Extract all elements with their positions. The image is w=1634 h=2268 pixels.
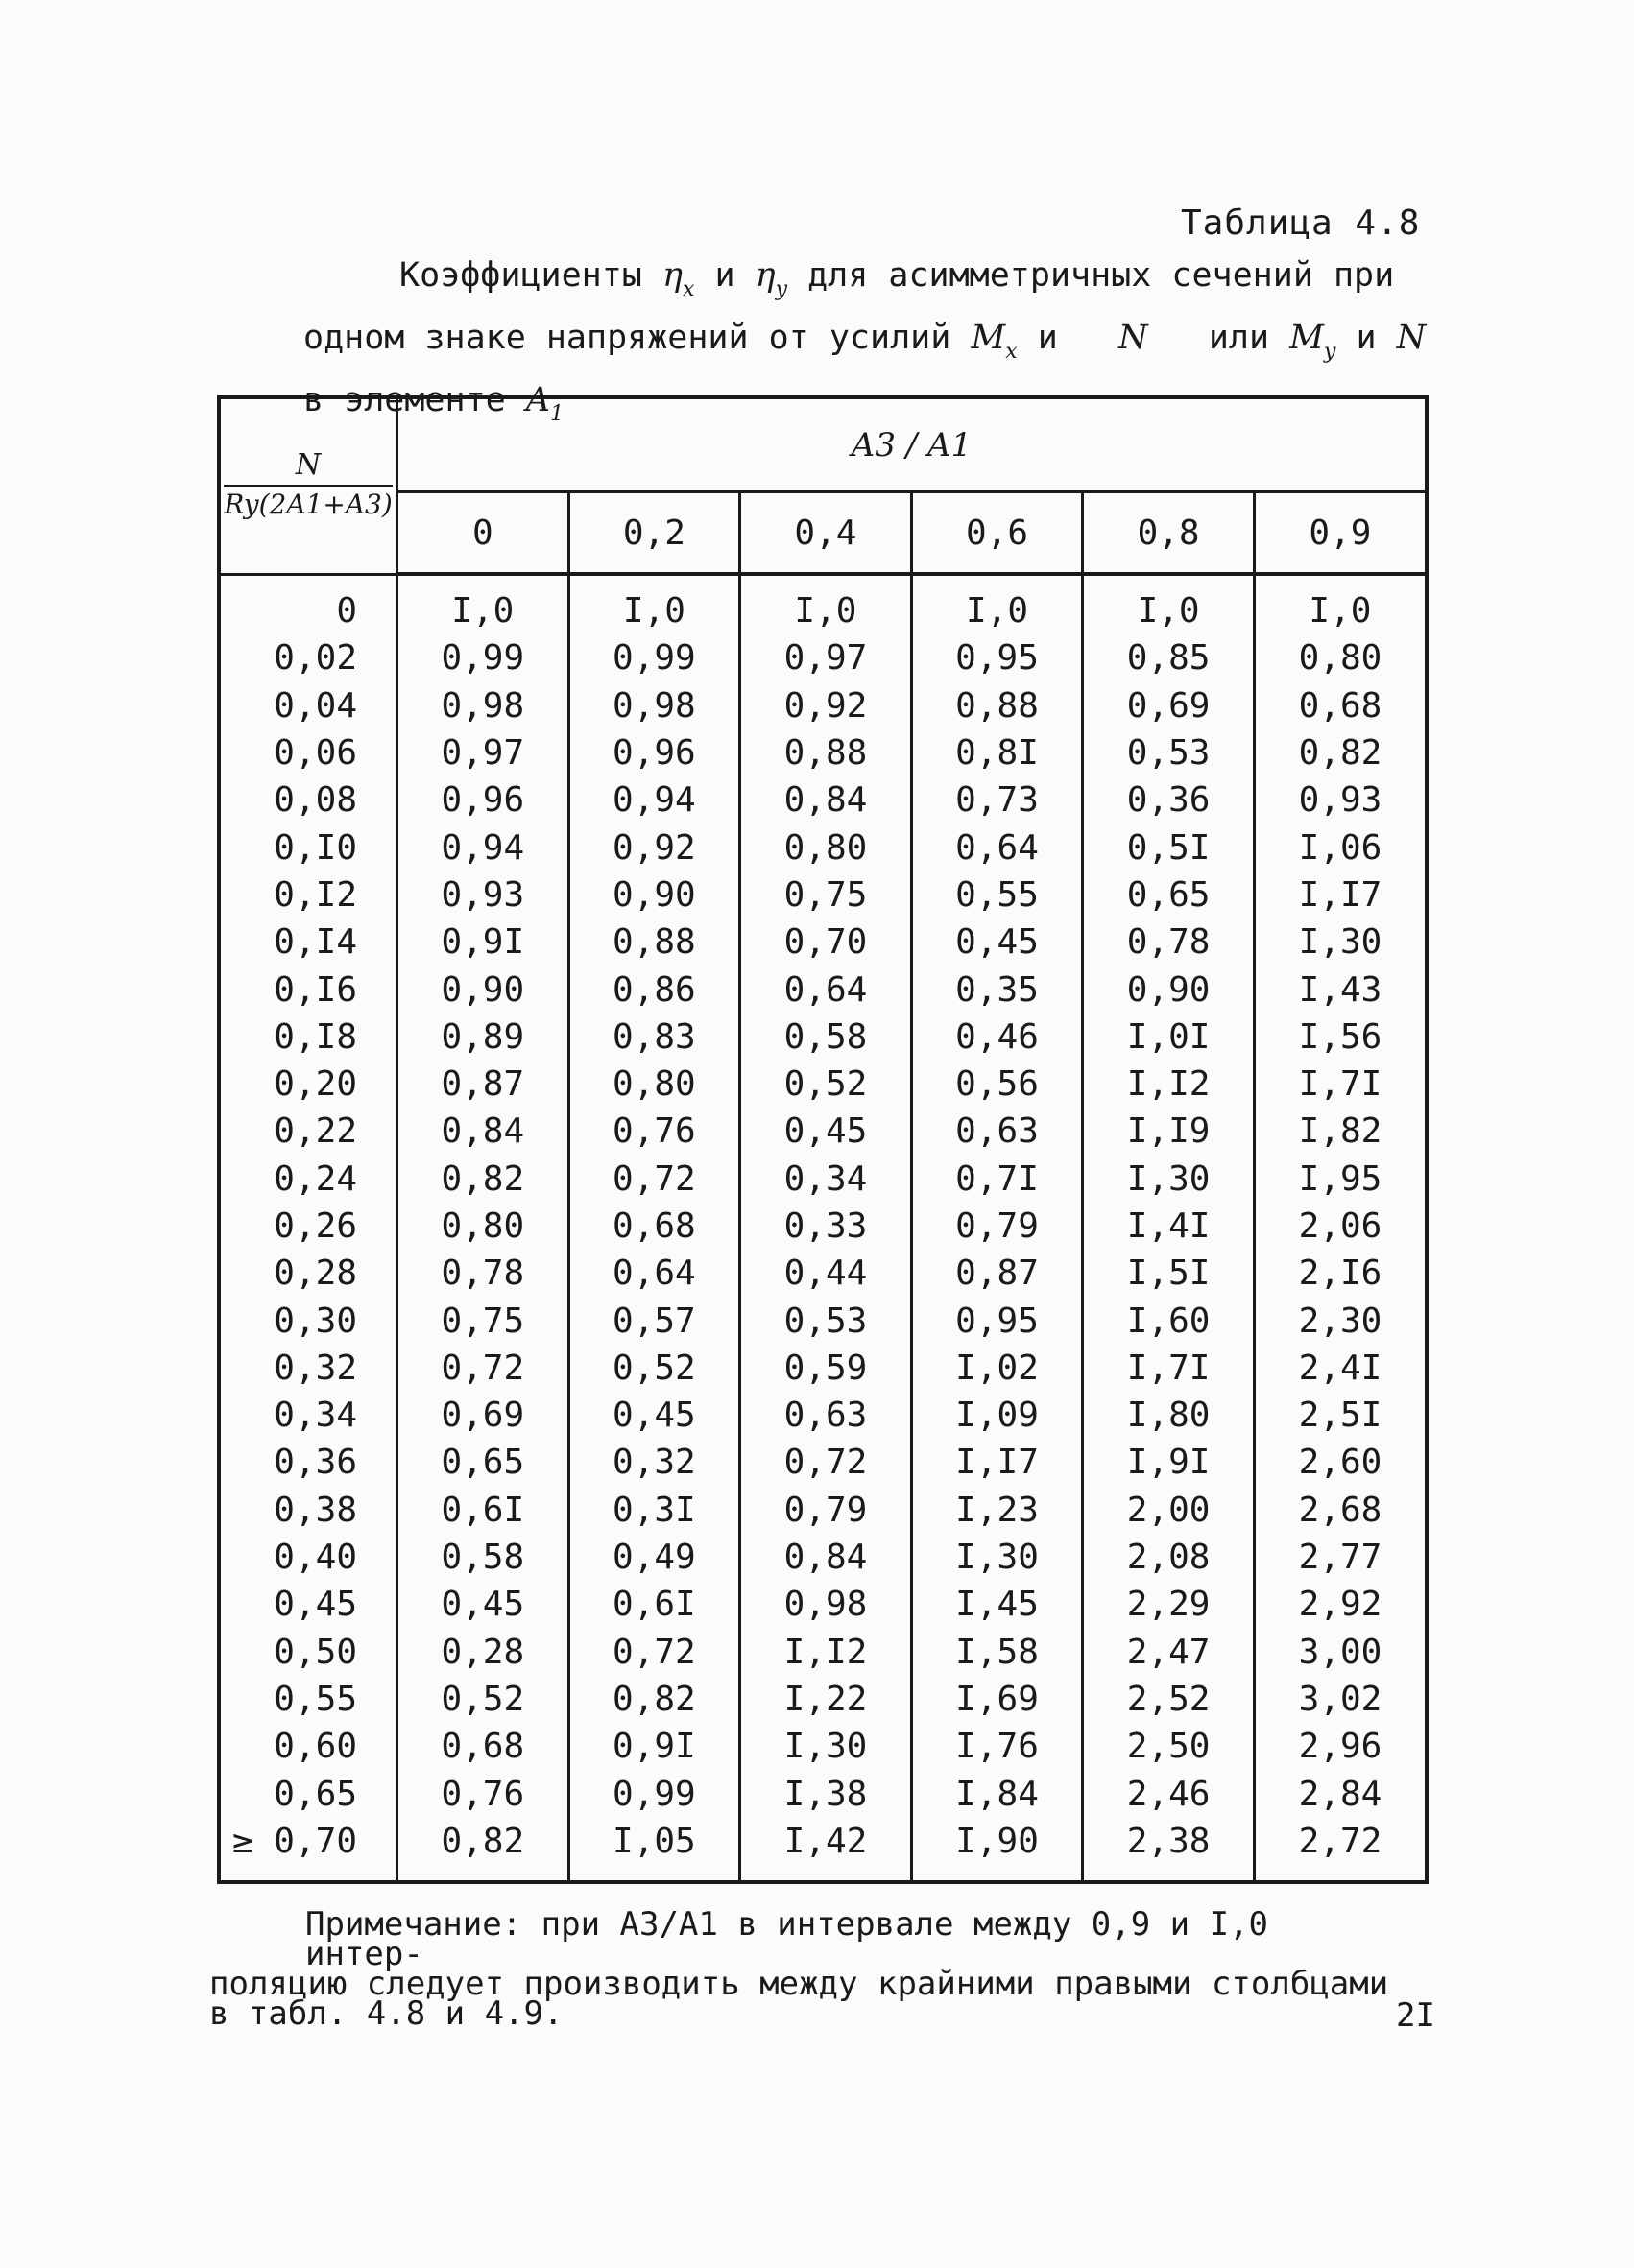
value-cell: I,23 — [911, 1487, 1083, 1534]
table-row — [219, 634, 1427, 681]
value-cell: I,38 — [740, 1770, 912, 1817]
value-cell: 0,69 — [1083, 682, 1255, 729]
value-cell: 2,08 — [1083, 1534, 1255, 1581]
value-cell: I,7I — [1083, 1345, 1255, 1392]
value-cell: I,80 — [1083, 1392, 1255, 1439]
value-cell: 0,56 — [911, 1061, 1083, 1108]
eta-y-symbol: $\eta_y$ — [755, 256, 788, 301]
table-row — [219, 1250, 1427, 1297]
value-cell: 0,92 — [568, 824, 740, 871]
value-cell: 0,72 — [397, 1345, 569, 1392]
row-label-cell: 0,40 — [219, 1534, 397, 1581]
value-cell: 0,95 — [911, 634, 1083, 681]
table-row — [219, 1156, 1427, 1203]
value-cell: I,0 — [397, 574, 569, 634]
caption-text: в элементе — [303, 381, 506, 419]
value-cell: 0,89 — [397, 1014, 569, 1061]
table-row — [219, 1108, 1427, 1155]
value-cell: 0,97 — [397, 729, 569, 776]
table-row — [219, 1203, 1427, 1250]
value-cell: 2,29 — [1083, 1581, 1255, 1628]
row-label-cell: 0,I6 — [219, 966, 397, 1013]
value-cell: 0,45 — [568, 1392, 740, 1439]
value-cell: 0,53 — [1083, 729, 1255, 776]
value-cell: 0,92 — [740, 682, 912, 729]
value-cell: I,30 — [911, 1534, 1083, 1581]
row-label-cell: 0,I4 — [219, 919, 397, 966]
value-cell: 2,96 — [1254, 1723, 1427, 1770]
value-cell: 2,52 — [1083, 1676, 1255, 1723]
value-cell: 0,65 — [397, 1439, 569, 1486]
value-cell: 0,87 — [397, 1061, 569, 1108]
value-cell: 0,83 — [568, 1014, 740, 1061]
caption-text: и — [1037, 319, 1058, 357]
value-cell: 0,96 — [397, 776, 569, 824]
value-cell: I,45 — [911, 1581, 1083, 1628]
value-cell: 0,80 — [568, 1061, 740, 1108]
n-ratio-fraction: $\frac{N}{Ry(2A1+A3)}$ — [224, 448, 393, 521]
value-cell: 0,58 — [397, 1534, 569, 1581]
table-row — [219, 1061, 1427, 1108]
caption-text: или — [1208, 319, 1270, 357]
value-cell: 0,90 — [568, 871, 740, 919]
table-row — [219, 1629, 1427, 1676]
value-cell: 0,57 — [568, 1297, 740, 1344]
table-row — [219, 1439, 1427, 1486]
row-label-cell: 0 — [219, 574, 397, 634]
value-cell: 0,99 — [568, 1770, 740, 1817]
caption-text: и — [1356, 319, 1377, 357]
value-cell: I,I7 — [911, 1439, 1083, 1486]
value-cell: 0,88 — [911, 682, 1083, 729]
value-cell: I,95 — [1254, 1156, 1427, 1203]
caption-text: одном знаке напряжений от усилий — [303, 319, 951, 357]
value-cell: 0,45 — [740, 1108, 912, 1155]
value-cell: 0,3I — [568, 1487, 740, 1534]
row-label-cell: 0,08 — [219, 776, 397, 824]
value-cell: I,30 — [740, 1723, 912, 1770]
value-cell: 0,94 — [568, 776, 740, 824]
value-cell: I,0 — [911, 574, 1083, 634]
value-cell: 0,9I — [397, 919, 569, 966]
table-row — [219, 729, 1427, 776]
value-cell: I,0 — [568, 574, 740, 634]
value-cell: I,7I — [1254, 1061, 1427, 1108]
value-cell: 0,76 — [397, 1770, 569, 1817]
column-header: 0,4 — [740, 492, 912, 575]
column-header: 0,8 — [1083, 492, 1255, 575]
coefficients-table — [217, 395, 1429, 1884]
value-cell: 0,9I — [568, 1723, 740, 1770]
value-cell: 0,85 — [1083, 634, 1255, 681]
value-cell: 2,4I — [1254, 1345, 1427, 1392]
table-row — [219, 966, 1427, 1013]
note-line: в табл. 4.8 и 4.9. — [209, 1994, 564, 2033]
table-row — [219, 1818, 1427, 1882]
value-cell: I,I9 — [1083, 1108, 1255, 1155]
value-cell: 0,75 — [397, 1297, 569, 1344]
value-cell: 0,69 — [397, 1392, 569, 1439]
row-label-cell: 0,50 — [219, 1629, 397, 1676]
value-cell: 0,80 — [397, 1203, 569, 1250]
value-cell: 0,94 — [397, 824, 569, 871]
row-label-cell: 0,24 — [219, 1156, 397, 1203]
value-cell: 0,65 — [1083, 871, 1255, 919]
value-cell: 0,59 — [740, 1345, 912, 1392]
table-row — [219, 1487, 1427, 1534]
value-cell: 0,86 — [568, 966, 740, 1013]
value-cell: 0,88 — [568, 919, 740, 966]
value-cell: 2,38 — [1083, 1818, 1255, 1882]
value-cell: 0,88 — [740, 729, 912, 776]
table-row — [219, 1345, 1427, 1392]
value-cell: I,58 — [911, 1629, 1083, 1676]
column-header: 0,6 — [911, 492, 1083, 575]
row-label-cell: 0,22 — [219, 1108, 397, 1155]
value-cell: 2,60 — [1254, 1439, 1427, 1486]
value-cell: I,42 — [740, 1818, 912, 1882]
value-cell: I,60 — [1083, 1297, 1255, 1344]
note-line: Примечание: при A3/A1 в интервале между 0,9 и I,0 интер- — [305, 1905, 1269, 1973]
table-row — [219, 1534, 1427, 1581]
value-cell: 2,68 — [1254, 1487, 1427, 1534]
value-cell: 2,77 — [1254, 1534, 1427, 1581]
value-cell: 0,97 — [740, 634, 912, 681]
table-row — [219, 1770, 1427, 1817]
value-cell: I,4I — [1083, 1203, 1255, 1250]
value-cell: 0,98 — [397, 682, 569, 729]
caption-text: Коэффициенты — [399, 256, 642, 295]
value-cell: 0,68 — [568, 1203, 740, 1250]
value-cell: 2,5I — [1254, 1392, 1427, 1439]
row-label-cell: 0,32 — [219, 1345, 397, 1392]
a1-symbol: $A_1$ — [525, 381, 565, 426]
value-cell: 0,73 — [911, 776, 1083, 824]
value-cell: 0,28 — [397, 1629, 569, 1676]
value-cell: I,I2 — [1083, 1061, 1255, 1108]
value-cell: I,0 — [1254, 574, 1427, 634]
value-cell: 2,30 — [1254, 1297, 1427, 1344]
value-cell: I,9I — [1083, 1439, 1255, 1486]
value-cell: 0,90 — [1083, 966, 1255, 1013]
value-cell: 2,84 — [1254, 1770, 1427, 1817]
value-cell: I,02 — [911, 1345, 1083, 1392]
value-cell: 0,7I — [911, 1156, 1083, 1203]
value-cell: 2,50 — [1083, 1723, 1255, 1770]
value-cell: 0,72 — [568, 1156, 740, 1203]
row-label-cell: 0,28 — [219, 1250, 397, 1297]
table-row — [219, 574, 1427, 634]
value-cell: 0,99 — [568, 634, 740, 681]
row-header — [219, 397, 397, 574]
value-cell: I,30 — [1083, 1156, 1255, 1203]
row-label-cell: 0,55 — [219, 1676, 397, 1723]
table-label: Таблица 4.8 — [1181, 203, 1421, 243]
value-cell: 0,90 — [397, 966, 569, 1013]
value-cell: I,0I — [1083, 1014, 1255, 1061]
my-symbol: $M_y$ — [1289, 319, 1336, 364]
value-cell: 0,76 — [568, 1108, 740, 1155]
value-cell: 0,82 — [568, 1676, 740, 1723]
row-label-cell: 0,26 — [219, 1203, 397, 1250]
caption-text: и — [714, 256, 735, 295]
row-label-cell: 0,02 — [219, 634, 397, 681]
row-label-cell: 0,I0 — [219, 824, 397, 871]
value-cell: 0,52 — [740, 1061, 912, 1108]
value-cell: 0,72 — [568, 1629, 740, 1676]
row-label-cell: 0,60 — [219, 1723, 397, 1770]
value-cell: 0,34 — [740, 1156, 912, 1203]
table-row — [219, 871, 1427, 919]
value-cell: I,30 — [1254, 919, 1427, 966]
column-header: 0,2 — [568, 492, 740, 575]
value-cell: 0,6I — [568, 1581, 740, 1628]
row-label-cell: 0,I8 — [219, 1014, 397, 1061]
note-line: поляцию следует производить между крайними правыми столбцами — [209, 1965, 1389, 2003]
value-cell: 0,78 — [1083, 919, 1255, 966]
column-header: 0,9 — [1254, 492, 1427, 575]
value-cell: 0,64 — [911, 824, 1083, 871]
value-cell: I,09 — [911, 1392, 1083, 1439]
value-cell: 0,63 — [740, 1392, 912, 1439]
value-cell: 2,I6 — [1254, 1250, 1427, 1297]
value-cell: 0,52 — [568, 1345, 740, 1392]
value-cell: I,82 — [1254, 1108, 1427, 1155]
row-label-cell: 0,38 — [219, 1487, 397, 1534]
eta-x-symbol: $\eta_x$ — [661, 256, 695, 301]
value-cell: 3,02 — [1254, 1676, 1427, 1723]
value-cell: 0,82 — [397, 1156, 569, 1203]
value-cell: I,5I — [1083, 1250, 1255, 1297]
table-row — [219, 824, 1427, 871]
value-cell: 0,68 — [1254, 682, 1427, 729]
value-cell: 0,98 — [740, 1581, 912, 1628]
value-cell: 0,33 — [740, 1203, 912, 1250]
table-row — [219, 682, 1427, 729]
mx-symbol: $M_x$ — [971, 319, 1018, 364]
value-cell: 2,46 — [1083, 1770, 1255, 1817]
table-row — [219, 1676, 1427, 1723]
value-cell: 0,84 — [740, 1534, 912, 1581]
value-cell: 0,6I — [397, 1487, 569, 1534]
value-cell: 0,46 — [911, 1014, 1083, 1061]
value-cell: 2,92 — [1254, 1581, 1427, 1628]
value-cell: 0,93 — [1254, 776, 1427, 824]
table-row — [219, 1581, 1427, 1628]
value-cell: I,05 — [568, 1818, 740, 1882]
row-label-cell: 0,I2 — [219, 871, 397, 919]
value-cell: 0,79 — [740, 1487, 912, 1534]
value-cell: I,84 — [911, 1770, 1083, 1817]
value-cell: I,0 — [1083, 574, 1255, 634]
value-cell: 0,63 — [911, 1108, 1083, 1155]
value-cell: 0,68 — [397, 1723, 569, 1770]
n-symbol: N — [1118, 319, 1148, 357]
value-cell: I,06 — [1254, 824, 1427, 871]
value-cell: 0,64 — [740, 966, 912, 1013]
value-cell: 0,8I — [911, 729, 1083, 776]
value-cell: 0,82 — [397, 1818, 569, 1882]
row-label-cell: 0,36 — [219, 1439, 397, 1486]
column-group-header: A3 / A1 — [397, 397, 1428, 492]
value-cell: I,0 — [740, 574, 912, 634]
row-label-cell: 0,06 — [219, 729, 397, 776]
value-cell: 0,75 — [740, 871, 912, 919]
value-cell: 3,00 — [1254, 1629, 1427, 1676]
value-cell: 0,70 — [740, 919, 912, 966]
value-cell: 0,44 — [740, 1250, 912, 1297]
value-cell: 0,49 — [568, 1534, 740, 1581]
value-cell: 0,52 — [397, 1676, 569, 1723]
value-cell: 0,45 — [911, 919, 1083, 966]
value-cell: 0,99 — [397, 634, 569, 681]
value-cell: 0,80 — [1254, 634, 1427, 681]
page-number: 2I — [1396, 1996, 1435, 2035]
value-cell: 0,53 — [740, 1297, 912, 1344]
value-cell: 0,98 — [568, 682, 740, 729]
value-cell: 0,79 — [911, 1203, 1083, 1250]
table-row — [219, 919, 1427, 966]
value-cell: 2,47 — [1083, 1629, 1255, 1676]
value-cell: I,22 — [740, 1676, 912, 1723]
value-cell: 0,80 — [740, 824, 912, 871]
value-cell: 0,84 — [740, 776, 912, 824]
value-cell: I,56 — [1254, 1014, 1427, 1061]
row-label-cell: 0,65 — [219, 1770, 397, 1817]
value-cell: 2,06 — [1254, 1203, 1427, 1250]
value-cell: I,76 — [911, 1723, 1083, 1770]
caption-text: для асимметричных сечений при — [807, 256, 1395, 295]
value-cell: 0,36 — [1083, 776, 1255, 824]
table-row — [219, 1723, 1427, 1770]
value-cell: 0,72 — [740, 1439, 912, 1486]
value-cell: 0,35 — [911, 966, 1083, 1013]
table-row — [219, 776, 1427, 824]
n-symbol: N — [1396, 319, 1427, 357]
table-row — [219, 1297, 1427, 1344]
value-cell: 0,64 — [568, 1250, 740, 1297]
value-cell: 0,5I — [1083, 824, 1255, 871]
value-cell: 0,78 — [397, 1250, 569, 1297]
table-row — [219, 1392, 1427, 1439]
value-cell: 0,95 — [911, 1297, 1083, 1344]
value-cell: 0,45 — [397, 1581, 569, 1628]
value-cell: 0,82 — [1254, 729, 1427, 776]
value-cell: 0,55 — [911, 871, 1083, 919]
value-cell: I,I2 — [740, 1629, 912, 1676]
value-cell: I,I7 — [1254, 871, 1427, 919]
footnote — [209, 1905, 1400, 2033]
table-row — [219, 1014, 1427, 1061]
value-cell: 0,87 — [911, 1250, 1083, 1297]
value-cell: I,43 — [1254, 966, 1427, 1013]
value-cell: 2,72 — [1254, 1818, 1427, 1882]
row-label-cell: 0,30 — [219, 1297, 397, 1344]
row-label-cell: 0,45 — [219, 1581, 397, 1628]
value-cell: 0,32 — [568, 1439, 740, 1486]
row-label-cell: ≥ 0,70 — [219, 1818, 397, 1882]
value-cell: 2,00 — [1083, 1487, 1255, 1534]
value-cell: 0,93 — [397, 871, 569, 919]
value-cell: 0,84 — [397, 1108, 569, 1155]
value-cell: I,69 — [911, 1676, 1083, 1723]
value-cell: I,90 — [911, 1818, 1083, 1882]
row-label-cell: 0,04 — [219, 682, 397, 729]
value-cell: 0,96 — [568, 729, 740, 776]
column-header: 0 — [397, 492, 569, 575]
row-label-cell: 0,20 — [219, 1061, 397, 1108]
value-cell: 0,58 — [740, 1014, 912, 1061]
row-label-cell: 0,34 — [219, 1392, 397, 1439]
